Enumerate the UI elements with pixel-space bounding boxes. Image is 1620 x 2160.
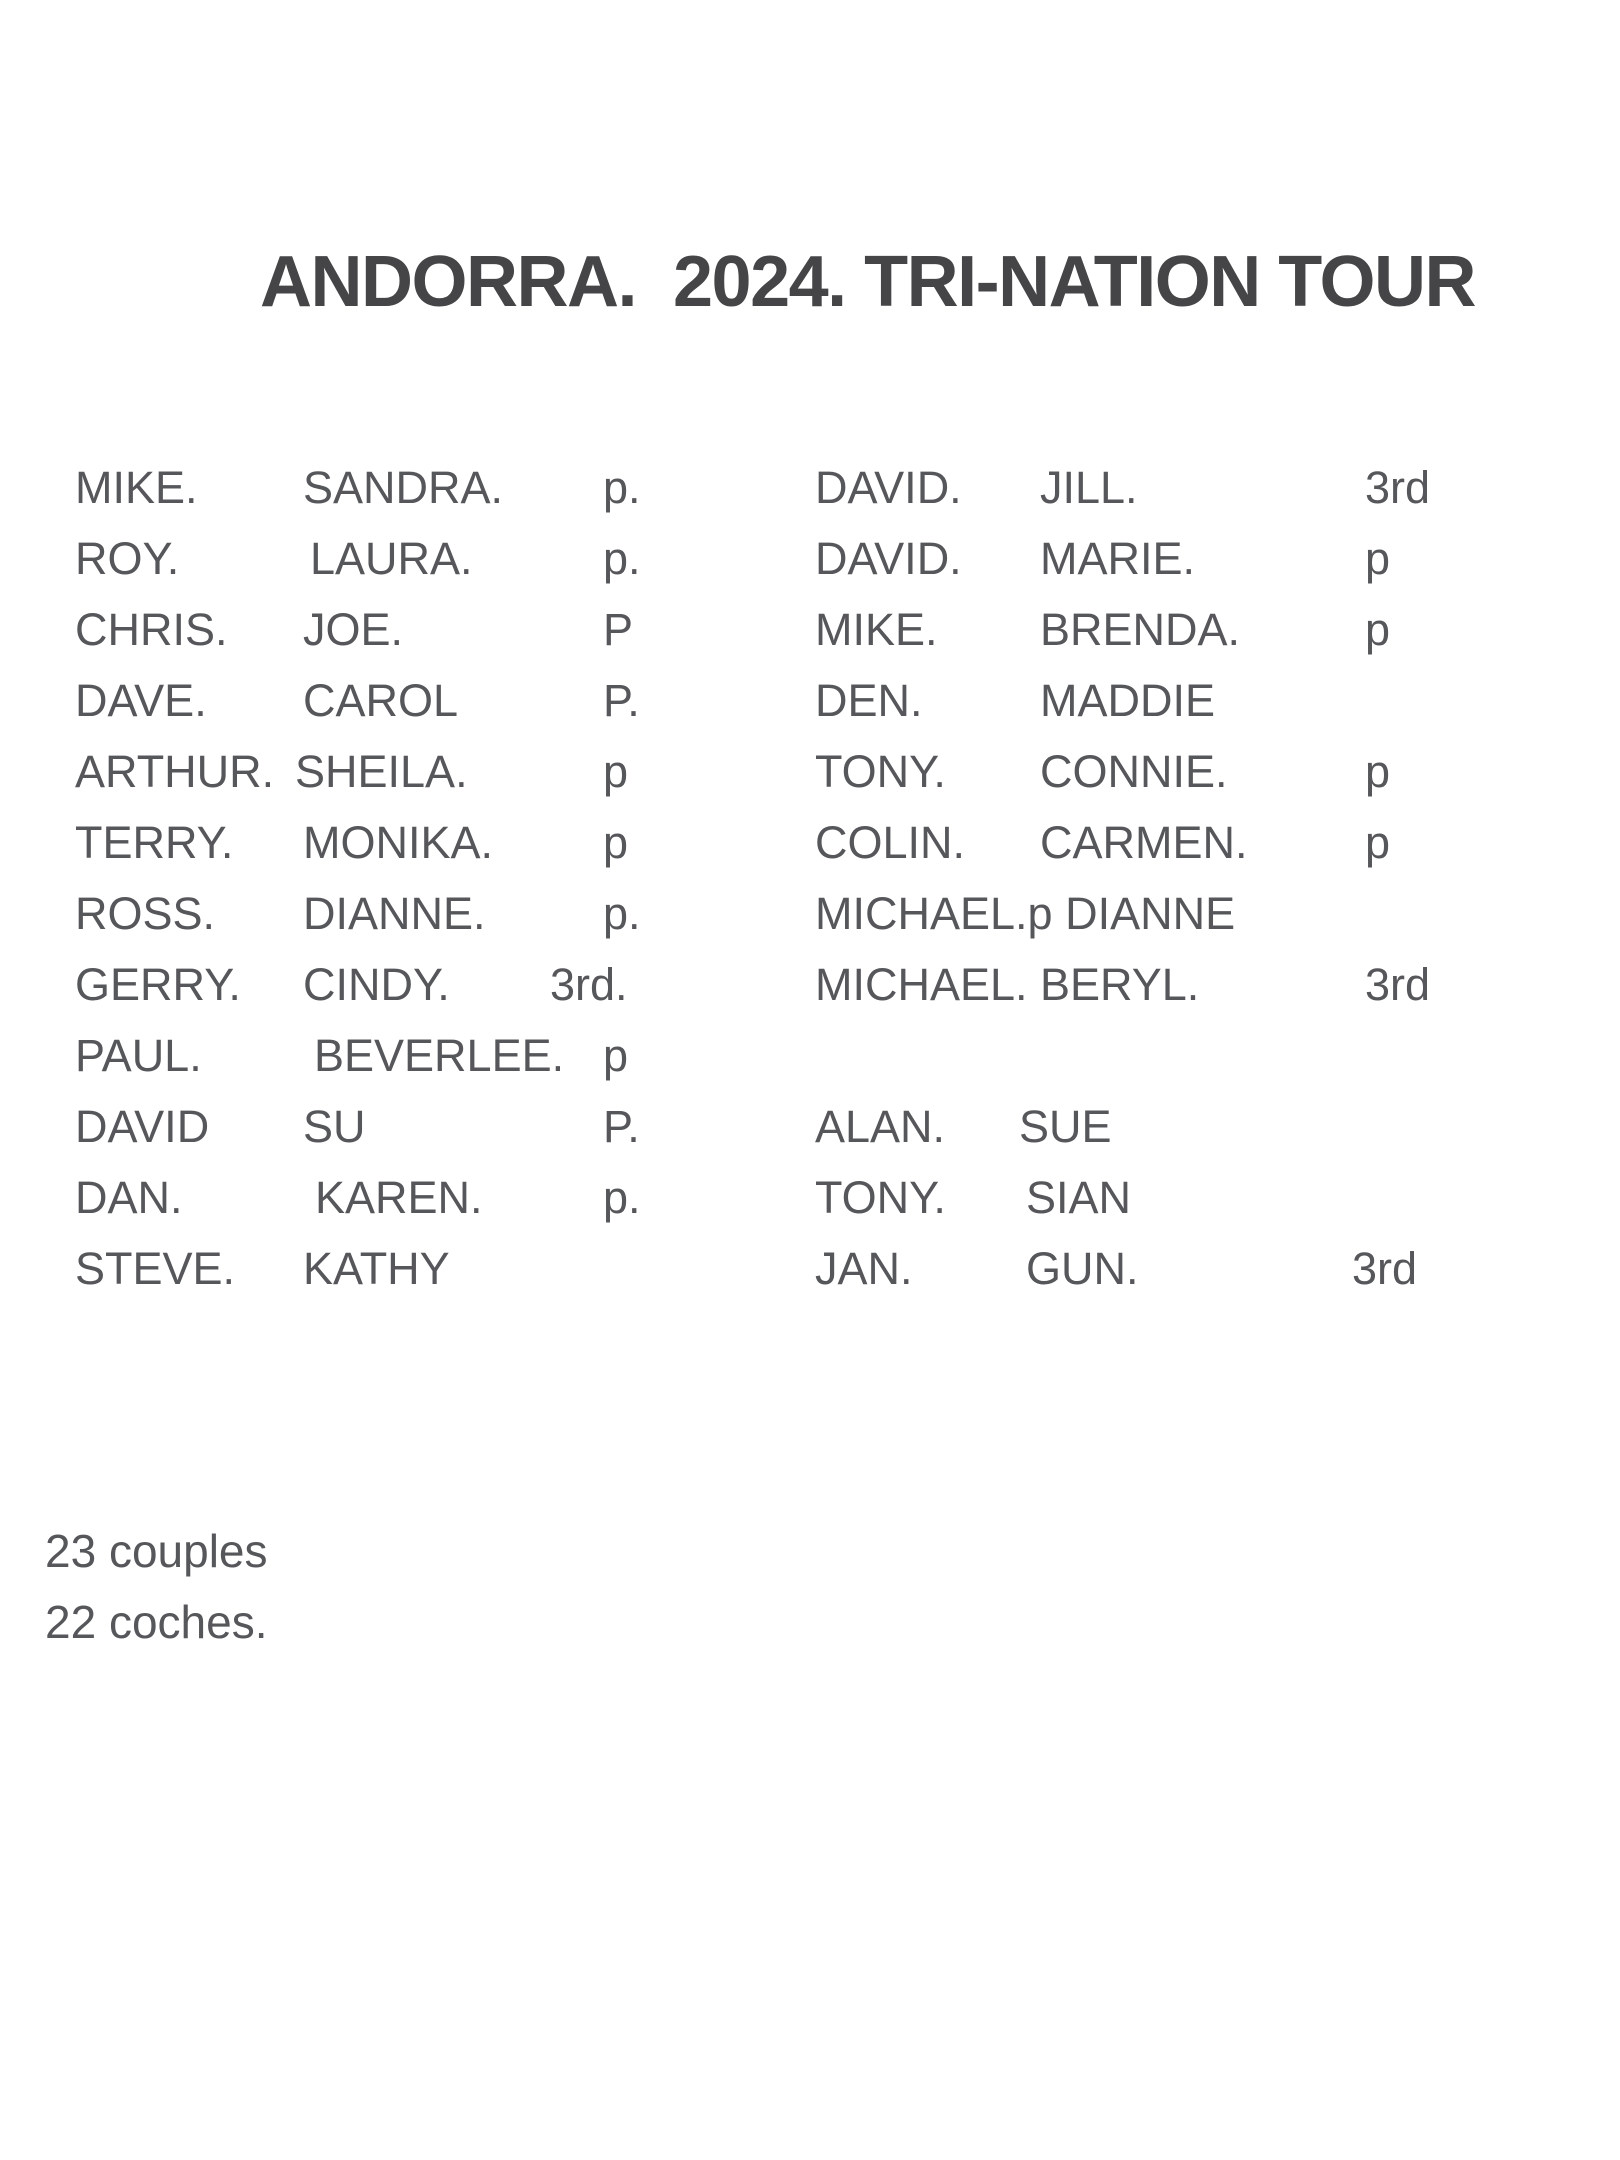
status-marker: P	[603, 604, 634, 655]
status-marker: P.	[603, 675, 640, 726]
male-name: TERRY.	[75, 817, 234, 868]
female-name: CAROL	[303, 675, 459, 726]
roster-row	[0, 665, 1620, 736]
male-name: COLIN.	[815, 817, 966, 868]
male-name: MICHAEL.	[815, 959, 1028, 1010]
roster-row	[0, 523, 1620, 594]
female-name: BERYL.	[1040, 959, 1200, 1010]
roster-row	[0, 949, 1620, 1020]
status-marker: p.	[603, 1172, 641, 1223]
male-name: MIKE.	[815, 604, 938, 655]
male-name: TONY.	[815, 1172, 946, 1223]
male-name: MIKE.	[75, 462, 198, 513]
female-name: SHEILA.	[295, 746, 468, 797]
status-marker: p.	[603, 462, 641, 513]
summary-footer	[45, 1516, 268, 1658]
female-name: CINDY.	[303, 959, 450, 1010]
female-name: JILL.	[1040, 462, 1138, 513]
status-marker: p	[603, 746, 629, 797]
female-name: SANDRA.	[303, 462, 504, 513]
male-name: ROSS.	[75, 888, 216, 939]
male-name: ARTHUR.	[75, 746, 275, 797]
roster-row	[0, 1020, 1620, 1091]
status-marker: P.	[603, 1101, 640, 1152]
female-name: GUN.	[1026, 1243, 1139, 1294]
status-marker: p	[603, 1030, 629, 1081]
male-name: DAVID.	[815, 533, 962, 584]
male-name: PAUL.	[75, 1030, 202, 1081]
male-name: DAN.	[75, 1172, 183, 1223]
status-marker: p	[1365, 817, 1391, 868]
male-name: DEN.	[815, 675, 923, 726]
status-marker: p	[1365, 604, 1391, 655]
female-name: JOE.	[303, 604, 404, 655]
page-title: ANDORRA. 2024. TRI-NATION TOUR	[260, 242, 1475, 323]
roster-row	[0, 1233, 1620, 1304]
female-name: BEVERLEE.	[314, 1030, 565, 1081]
female-name: SU	[303, 1101, 366, 1152]
female-name: MADDIE	[1040, 675, 1216, 726]
roster-row	[0, 878, 1620, 949]
female-name: MARIE.	[1040, 533, 1196, 584]
male-name: JAN.	[815, 1243, 913, 1294]
coaches-count: 22 coches.	[45, 1596, 268, 1648]
status-marker: 3rd	[1352, 1243, 1418, 1294]
female-name: KATHY	[303, 1243, 450, 1294]
male-name: MICHAEL.p DIANNE	[815, 888, 1236, 939]
status-marker: p.	[603, 533, 641, 584]
female-name: CARMEN.	[1040, 817, 1248, 868]
roster-row	[0, 807, 1620, 878]
female-name: KAREN.	[315, 1172, 483, 1223]
status-marker: 3rd	[1365, 959, 1431, 1010]
male-name: GERRY.	[75, 959, 241, 1010]
status-marker: p.	[603, 888, 641, 939]
status-marker: p	[1365, 746, 1391, 797]
roster-row	[0, 1091, 1620, 1162]
status-marker: 3rd	[1365, 462, 1431, 513]
male-name: DAVID	[75, 1101, 210, 1152]
female-name: LAURA.	[310, 533, 473, 584]
male-name: ALAN.	[815, 1101, 946, 1152]
status-marker: p	[603, 817, 629, 868]
roster-row	[0, 736, 1620, 807]
roster-row	[0, 1162, 1620, 1233]
female-name: MONIKA.	[303, 817, 494, 868]
female-name: DIANNE.	[303, 888, 486, 939]
male-name: ROY.	[75, 533, 180, 584]
couples-roster	[0, 452, 1620, 1304]
roster-row	[0, 452, 1620, 523]
male-name: DAVID.	[815, 462, 962, 513]
status-marker: 3rd.	[550, 959, 628, 1010]
male-name: TONY.	[815, 746, 946, 797]
status-marker: p	[1365, 533, 1391, 584]
male-name: STEVE.	[75, 1243, 236, 1294]
female-name: CONNIE.	[1040, 746, 1228, 797]
couples-count: 23 couples	[45, 1525, 268, 1577]
female-name: SUE	[1019, 1101, 1112, 1152]
male-name: CHRIS.	[75, 604, 228, 655]
female-name: BRENDA.	[1040, 604, 1241, 655]
female-name: SIAN	[1026, 1172, 1132, 1223]
roster-row	[0, 594, 1620, 665]
male-name: DAVE.	[75, 675, 207, 726]
